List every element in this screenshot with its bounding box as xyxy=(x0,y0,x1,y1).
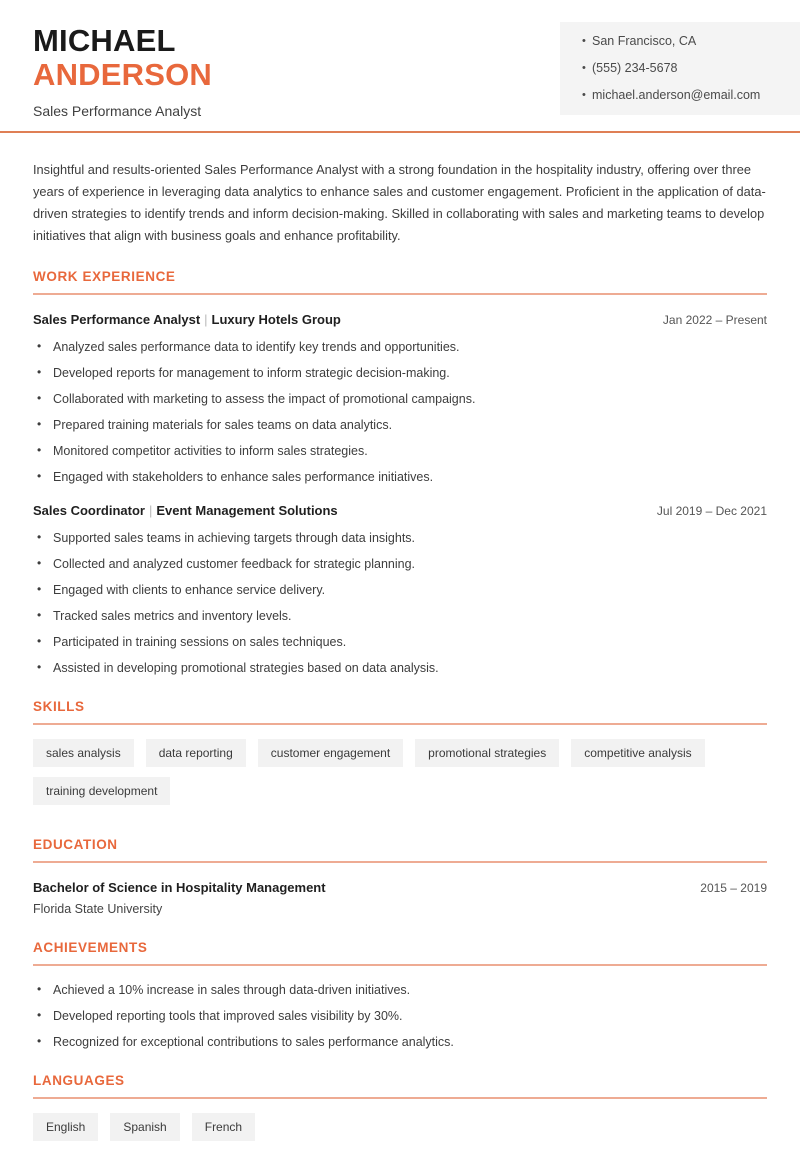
section-skills xyxy=(33,699,767,815)
section-education xyxy=(33,837,767,918)
list-item: • Achieved a 10% increase in sales through data-driven initiatives. xyxy=(33,982,767,999)
list-item: • Collected and analyzed customer feedback for strategic planning. xyxy=(33,556,767,573)
list-item: • Developed reports for management to inform strategic decision-making. xyxy=(33,365,767,382)
section-title-skills: SKILLS xyxy=(33,699,85,714)
languages-chip-list xyxy=(33,1113,767,1151)
title-separator: | xyxy=(204,312,208,327)
contact-info-box xyxy=(560,22,800,115)
skill-chip: training development xyxy=(33,777,170,805)
contact-email-text: michael.anderson@email.com xyxy=(592,88,761,102)
list-item: • Engaged with clients to enhance service delivery. xyxy=(33,582,767,599)
education-degree: Bachelor of Science in Hospitality Management xyxy=(33,880,326,895)
list-item: • Tracked sales metrics and inventory levels. xyxy=(33,608,767,625)
section-achievements xyxy=(33,940,767,1051)
section-title-languages: LANGUAGES xyxy=(33,1073,125,1088)
work-entry-dates: Jan 2022 – Present xyxy=(662,313,767,327)
work-entry-dates: Jul 2019 – Dec 2021 xyxy=(656,504,767,518)
skill-chip: data reporting xyxy=(146,739,246,767)
work-entry-head xyxy=(33,502,767,520)
header-job-title: Sales Performance Analyst xyxy=(33,103,202,119)
resume-content xyxy=(0,159,800,1151)
work-role: Sales Coordinator xyxy=(33,503,145,518)
section-rule xyxy=(33,293,767,295)
achievements-list xyxy=(33,982,767,1051)
contact-location-text: San Francisco, CA xyxy=(592,34,697,48)
list-item: • Recognized for exceptional contributions to sales performance analytics. xyxy=(33,1034,767,1051)
bullet-icon: • xyxy=(582,89,586,101)
work-entry-title xyxy=(33,502,338,519)
section-work-experience xyxy=(33,269,767,677)
work-entry xyxy=(33,311,767,486)
list-item: • Assisted in developing promotional strategies based on data analysis. xyxy=(33,660,767,677)
list-item: • Developed reporting tools that improved sales visibility by 30%. xyxy=(33,1008,767,1025)
language-chip: English xyxy=(33,1113,98,1141)
work-entry-bullets xyxy=(33,339,767,486)
language-chip: Spanish xyxy=(110,1113,179,1141)
skill-chip: promotional strategies xyxy=(415,739,559,767)
professional-summary: Insightful and results-oriented Sales Performance Analyst with a strong foundation in the hospitality industry, offering over three years of experience in leveraging data analytics to enhance sales and customer engagement. Proficient in the application of data-driven strategies to identify trends and inform decision-making. Skilled in collaborating with sales and marketing teams to develop initiatives that align with business goals and enhance profitability. xyxy=(33,162,766,243)
list-item: • Participated in training sessions on sales techniques. xyxy=(33,634,767,651)
work-entry-bullets xyxy=(33,530,767,677)
section-languages xyxy=(33,1073,767,1151)
header-divider xyxy=(0,131,800,133)
work-entry-title xyxy=(33,311,341,328)
section-title-work-experience: WORK EXPERIENCE xyxy=(33,269,176,284)
section-rule xyxy=(33,964,767,966)
list-item: • Supported sales teams in achieving targets through data insights. xyxy=(33,530,767,547)
list-item: • Prepared training materials for sales teams on data analytics. xyxy=(33,417,767,434)
education-entry xyxy=(33,879,767,918)
last-name: ANDERSON xyxy=(33,57,213,92)
contact-phone-text: (555) 234-5678 xyxy=(592,61,678,75)
contact-item-email xyxy=(582,88,800,102)
contact-item-phone xyxy=(582,61,800,75)
education-school: Florida State University xyxy=(33,902,163,916)
education-dates: 2015 – 2019 xyxy=(700,881,767,895)
work-entry xyxy=(33,502,767,677)
section-rule xyxy=(33,723,767,725)
work-company: Luxury Hotels Group xyxy=(211,312,341,327)
list-item: • Collaborated with marketing to assess the impact of promotional campaigns. xyxy=(33,391,767,408)
first-name: MICHAEL xyxy=(33,23,176,58)
resume-header xyxy=(0,0,800,133)
work-company: Event Management Solutions xyxy=(156,503,338,518)
skill-chip: customer engagement xyxy=(258,739,403,767)
list-item: • Monitored competitor activities to inform sales strategies. xyxy=(33,443,767,460)
contact-item-location xyxy=(582,34,800,48)
section-title-education: EDUCATION xyxy=(33,837,118,852)
work-entry-head xyxy=(33,311,767,329)
education-entry-head xyxy=(33,879,767,897)
list-item: • Analyzed sales performance data to identify key trends and opportunities. xyxy=(33,339,767,356)
section-rule xyxy=(33,1097,767,1099)
section-title-achievements: ACHIEVEMENTS xyxy=(33,940,148,955)
list-item: • Engaged with stakeholders to enhance sales performance initiatives. xyxy=(33,469,767,486)
name-block xyxy=(33,24,212,120)
skill-chip: sales analysis xyxy=(33,739,134,767)
skill-chip: competitive analysis xyxy=(571,739,704,767)
language-chip: French xyxy=(192,1113,255,1141)
title-separator: | xyxy=(148,503,153,518)
bullet-icon: • xyxy=(582,62,586,74)
work-role: Sales Performance Analyst xyxy=(33,312,201,327)
section-rule xyxy=(33,861,767,863)
bullet-icon: • xyxy=(582,35,586,47)
skills-chip-list xyxy=(33,739,767,815)
